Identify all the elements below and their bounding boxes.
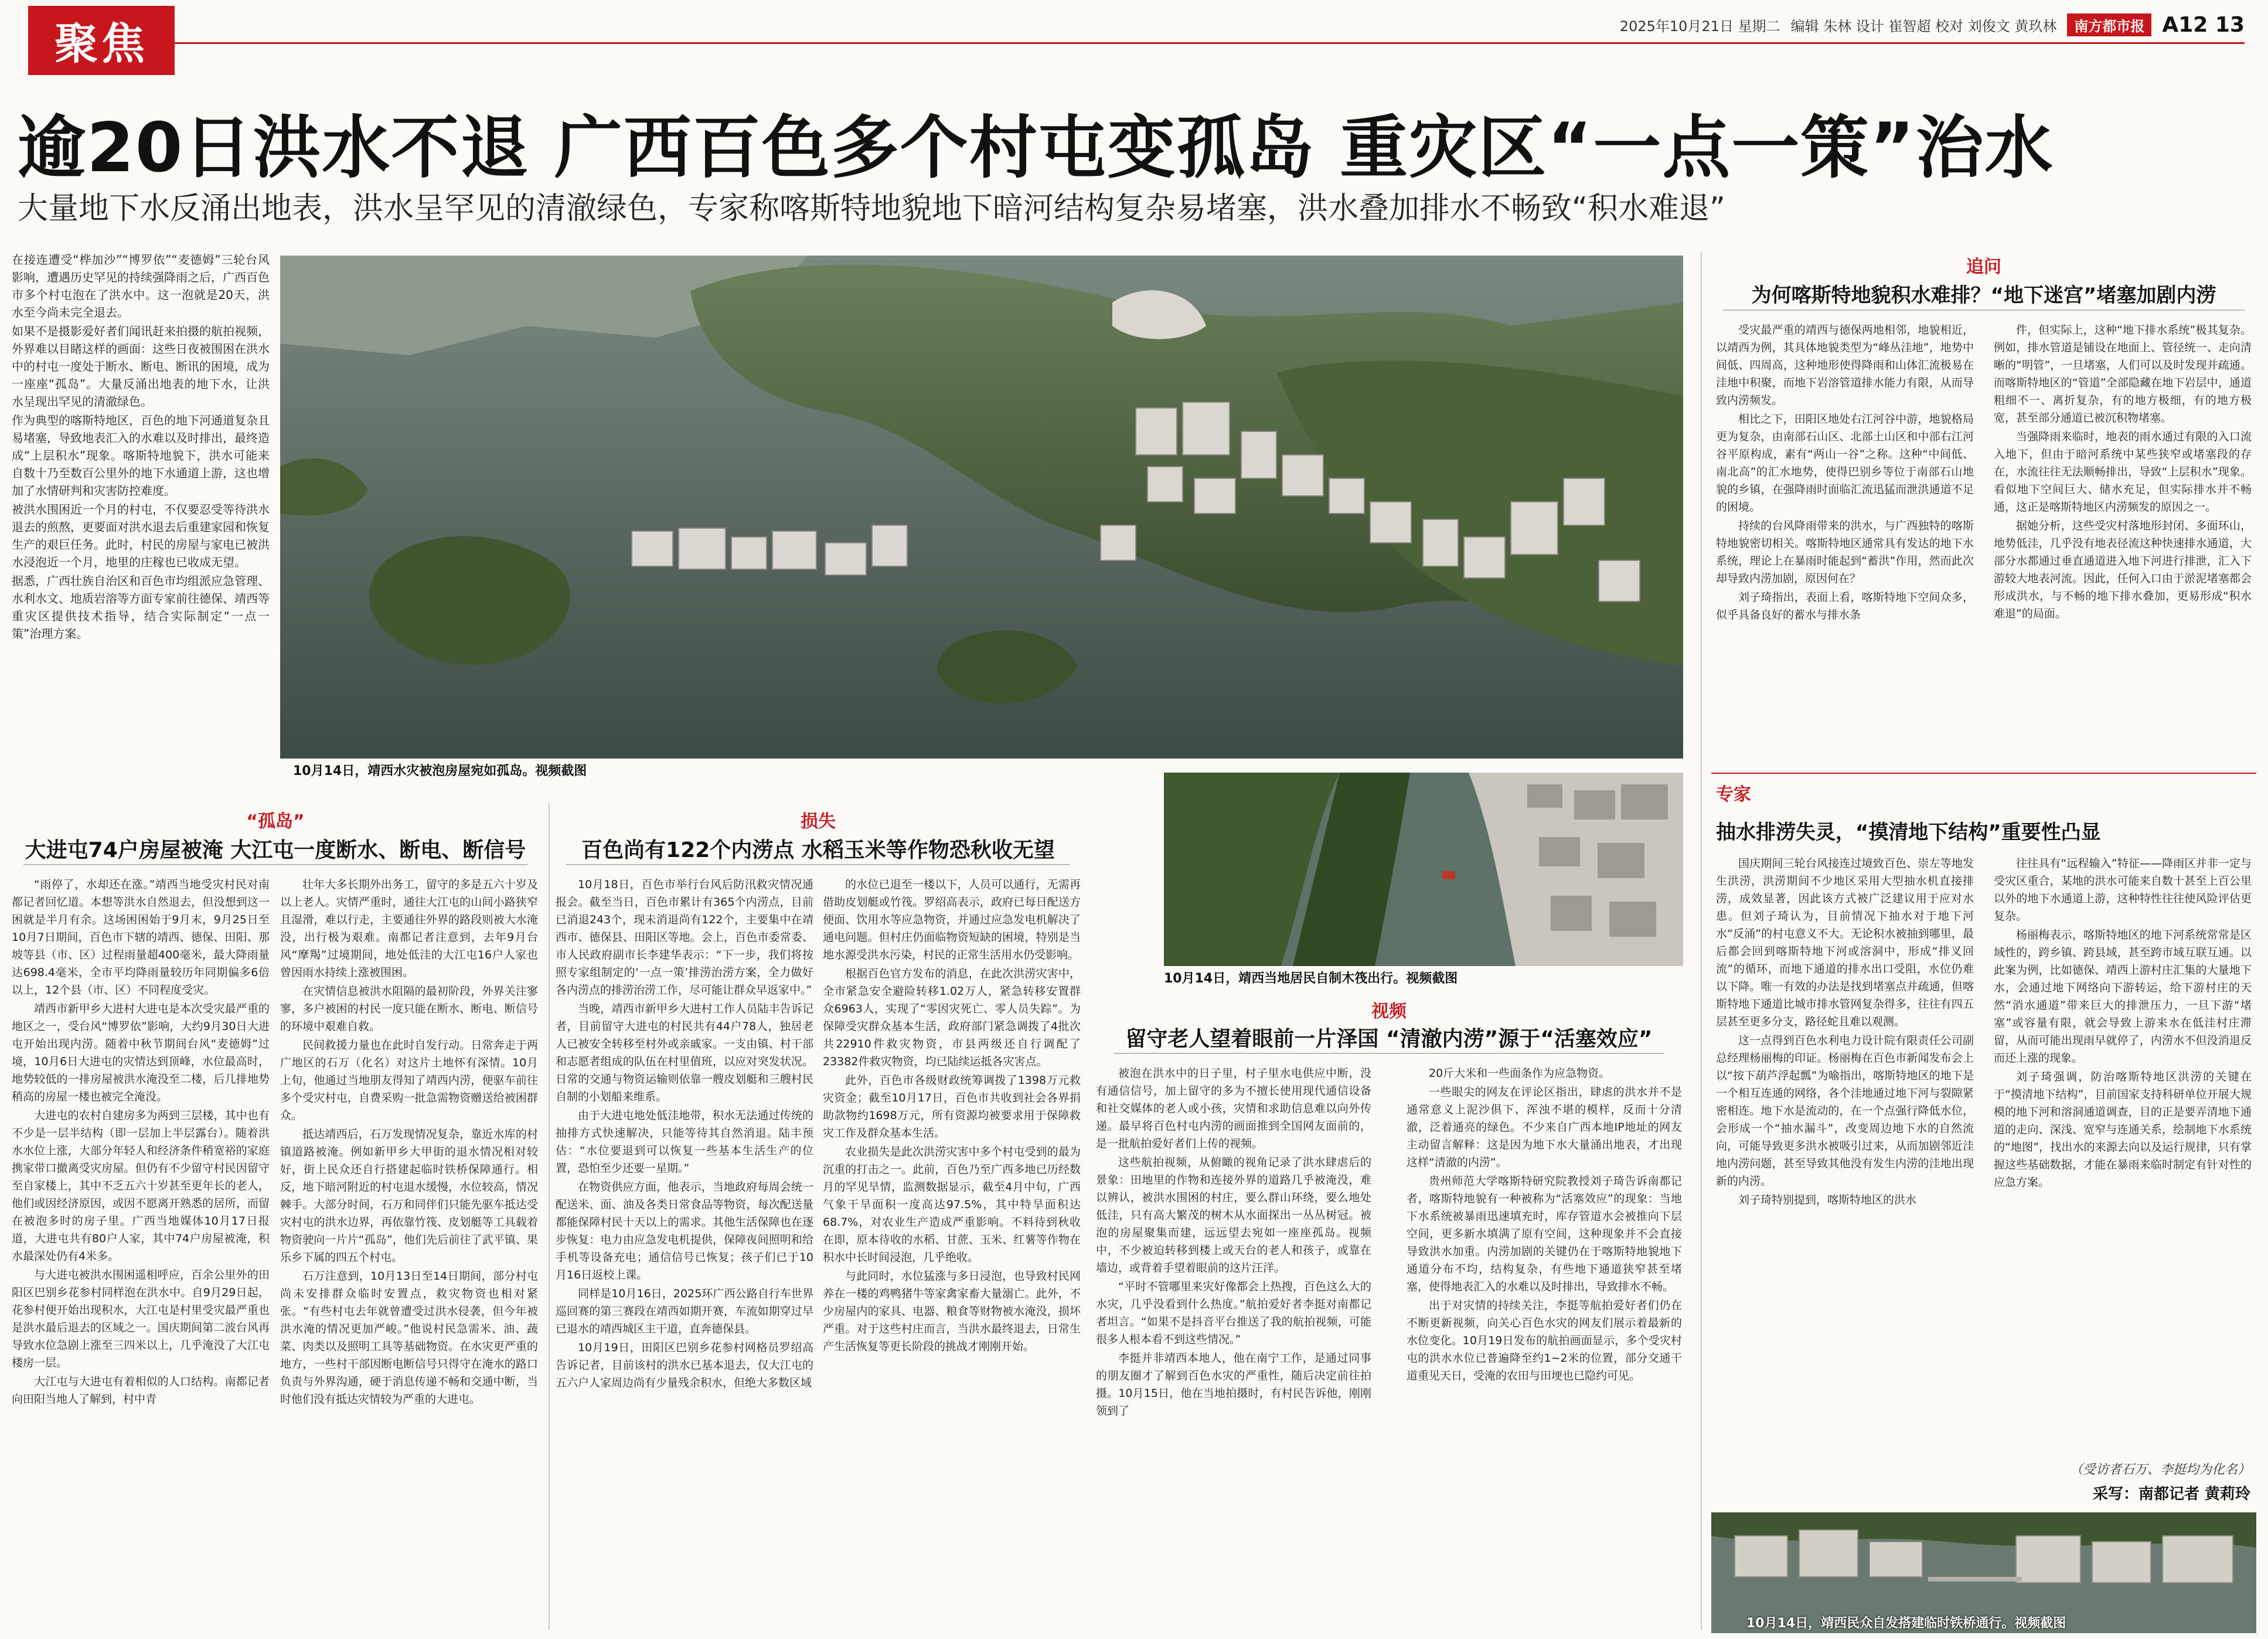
paragraph: “平时不管哪里来灾好像都会上热搜，百色这么大的水灾，几乎没看到什么热度。”航拍爱好者李挺对南都记者坦言。“如果不是抖音平台推送了我的航拍视频，可能很多人根本看不到这些情况。” (1096, 1280, 1371, 1346)
paragraph: 民间救援力量也在此时自发行动。日常奔走于两广地区的石万（化名）对这片土地怀有深情。10月上旬，他通过当地朋友得知了靖西内涝，便驱车前往多个受灾村屯，自费采购一批急需物资赠送给被困群众。 (280, 1039, 538, 1122)
bridge-photo-caption: 10月14日，靖西民众自发搭建临时铁桥通行。视频截图 (1746, 1616, 2066, 1631)
paragraph: 石万注意到，10月13日至14日期间，部分村屯尚未安排群众临时安置点，救灾物资也相对紧张。“有些村屯去年就曾遭受过洪水侵袭，但今年被洪水淹的情况更加严峻。”他说村民急需米、油、蔬菜、肉类以及照明工具等基础物资。在水灾更严重的地方，一些村干部因断电断信号只得守在淹水的路口负责与外界沟通，硬于消息传递不畅和交通中断，当时他们没有抵达灾情较为严重的大进屯。 (280, 1270, 538, 1406)
paragraph: 出于对灾情的持续关注，李挺等航拍爱好者们仍在不断更新视频，向关心百色水灾的网友们展示着最新的水位变化。10月19日发布的航拍画面显示，多个受灾村屯的洪水水位已普遍降至约1~2米的位置，部分交通干道重见天日，受淹的农田与田埂也已隐约可见。 (1407, 1299, 1682, 1382)
sidebar1-tag: 追问 (1966, 257, 2001, 277)
section1-title: 大进屯74户房屋被淹 大江屯一度断水、断电、断信号 (25, 838, 526, 862)
paragraph: 与大进屯被洪水围困遥相呼应，百余公里外的田阳区巴别乡花参村同样泡在洪水中。自9月29日起，花参村便开始出现积水，大江屯是村里受灾最严重也是洪水最后退去的区域之一。国庆期间第二波台风再导致水位急剧上涨至三四米以上，几乎淹没了大江屯楼房一层。 (12, 1269, 270, 1369)
paragraph: 10月18日，百色市举行台风后防汛救灾情况通报会。截至当日，百色市累计有365个内涝点，目前已消退243个，现未消退尚有122个，主要集中在靖西市、德保县、田阳区等地。会上，百色市委常委、市人民政府副市长李建华表示：“下一步，我们将按照专家组制定的‘一点一策’排涝治涝方案，全力做好各内涝点的排涝治涝工作，尽可能让群众早返家中。” (556, 878, 813, 997)
paragraph: 李挺并非靖西本地人，他在南宁工作，是通过同事的朋友圈才了解到百色水灾的严重性，随后决定前往拍摄。10月15日，他在当地拍摄时，有村民告诉他，刚刚领到了 (1096, 1352, 1371, 1417)
paragraph: 20斤大米和一些面条作为应急物资。 (1429, 1067, 1610, 1080)
sidebar2-tag: 专家 (1716, 784, 1751, 805)
sidebar2-column-a (1716, 855, 1974, 1488)
main-photo-caption: 10月14日，靖西水灾被泡房屋宛如孤岛。视频截图 (293, 764, 587, 778)
paragraph: 当晚，靖西市新甲乡大进村工作人员陆丰告诉记者，目前留守大进屯的村民共有44户78人，独居老人已被安全转移至村外或亲戚家。一支由镇、村干部和志愿者组成的队伍在村里值班，以应对突发状况。日常的交通与物资运输则依靠一艘皮划艇和三艘村民自制的小划船来维系。 (556, 1002, 813, 1103)
paragraph: 国庆期间三轮台风接连过境致百色、崇左等地发生洪涝，洪涝期间不少地区采用大型抽水机直接排涝，成效显著，因此该方式被广泛建议用于应对水患。但刘子琦认为，目前情况下抽水对于地下河水“反涌”的村屯意义不大。无论积水被抽到哪里，最后都会回到喀斯特地下河或溶洞中，形成“排叉回流”的循环，而地下通道的排水出口受阻，水位仍难以下降。唯一有效的办法是找到堵塞点并疏通，但喀斯特地下通道比城市排水管网复杂得多，往往有四五层甚至更多分支，路径蛇且难以观测。 (1716, 857, 1974, 1028)
raft-photo-caption: 10月14日，靖西当地居民自制木筏出行。视频截图 (1164, 971, 1458, 986)
paragraph: 作为典型的喀斯特地区，百色的地下河通道复杂且易堵塞，导致地表汇入的水难以及时排出，最终造成“上层积水”现象。喀斯特地貌下，洪水可能来自数十乃至数百公里外的地下水通道上游，这也增加了水情研判和灾害防控难度。 (12, 413, 270, 498)
paragraph: 刘子琦强调，防治喀斯特地区洪涝的关键在于“摸清地下结构”，目前国家支持科研单位开展大规模的地下河和溶洞通道调查，目的正是要弄清地下通道的走向、深浅、宽窄与连通关系，绘制地下水系统的“地图”，找出水的来源去向以及运行规律，只有掌握这些基础数据，才能在暴雨来临时制定有针对性的应急方案。 (1994, 1070, 2252, 1189)
sidebar2-top-rule (1711, 773, 2256, 774)
section1-column-b (280, 876, 538, 1638)
paragraph: 靖西市新甲乡大进村大进屯是本次受灾最严重的地区之一，受台风“博罗依”影响，大约9月30日大进屯开始出现内涝。随着中秋节期间台风“麦德姆”过境，10月6日大进屯的灾情达到顶峰，水位最高时，地势较低的一排房屋被洪水淹没至二楼，后几排地势稍高的房屋一楼也被完全淹没。 (12, 1002, 270, 1103)
sidebar1-column-b (1994, 321, 2252, 743)
raft-image (1164, 773, 1683, 966)
paragraph: 的水位已退至一楼以下，人员可以通行，无需再借助皮划艇或竹筏。罗绍高表示，政府已每日配送方便面、饮用水等应急物资，并通过应急发电机解决了通电问题。但村庄仍面临物资短缺的困境，特别是当地水源受洪水污染，村民的正常生活用水仍受影响。 (823, 878, 1081, 961)
paragraph: 农业损失是此次洪涝灾害中多个村屯受到的最为沉重的打击之一。此前，百色乃至广西多地已历经数月的罕见旱情，监测数据显示，截至4月中旬，广西气象干旱面积一度高达97.5%，其中特旱面积达68.7%，对农业生产造成严重影响。不料待到秋收在即，原本待收的水稻、甘蔗、玉米、红薯等作物在积水中长时间浸泡，几乎绝收。 (823, 1145, 1081, 1264)
paragraph: 与此同时，水位猛涨与多日浸泡，也导致村民网养在一楼的鸡鸭猪牛等家禽家畜大量溺亡。此外，不少房屋内的家具、电器、粮食等财物被水淹没，损坏严重。对于这些村庄而言，当洪水最终退去，日常生产生活恢复等更长阶段的挑战才刚刚开始。 (823, 1270, 1081, 1353)
paragraph: 一些眼尖的网友在评论区指出，肆虐的洪水并不是通常意义上泥沙俱下、浑浊不堪的模样，反而十分清澈，泛着通亮的绿色。不少来自广西本地IP地址的网友主动留言解释：这是因为地下水大量涌出地表，才出现这样“清澈的内涝”。 (1407, 1086, 1682, 1169)
section3-column-a (1096, 1065, 1371, 1633)
paragraph: 刘子琦特别提到，喀斯特地区的洪水 (1738, 1193, 1917, 1206)
section2-tag: 损失 (801, 811, 836, 832)
paragraph: 据她分析，这些受灾村落地形封闭、多面环山，地势低洼，几乎没有地表径流这种快速排水通道，大部分水都通过垂直通道进入地下河进行排泄，汇入下游较大地表河流。因此，任何入口由于淤泥堵塞都会形成洪水，与不畅的地下排水叠加，更易形成“积水难退”的局面。 (1994, 519, 2252, 620)
pseudonym-note: （受访者石万、李挺均为化名） (2069, 1463, 2250, 1477)
section3-column-b (1407, 1065, 1682, 1633)
section2-rule (566, 864, 1070, 865)
section3-rule (1113, 1053, 1664, 1054)
paragraph: 贵州师范大学喀斯特研究院教授刘子琦告诉南都记者，喀斯特地貌有一种被称为“活塞效应”的现象：当地下水系统被暴雨迅速填充时，库存管道水会被推向下层空间，更多新水填满了原有空间，这种现象并不会直接导致洪水加重。内涝加剧的关键仍在于喀斯特地貌地下通道分布不均，结构复杂，有些地下通道狭窄甚至堵塞，使得地表汇入的水难以及时排出，导致排水不畅。 (1407, 1175, 1682, 1293)
section1-rule (23, 864, 527, 865)
paragraph: 这些航拍视频，从俯瞰的视角记录了洪水肆虐后的景象：田地里的作物和连接外界的道路几乎被淹没，难以辨认，被洪水围困的村庄，要么群山环绕，要么地处低洼，只有高大繁茂的树木从水面探出一丛丛树冠。被泡的房屋聚集而建，远远望去宛如一座座孤岛。视频中，不少被迫转移到楼上或天台的老人和孩子，或靠在墙边，或背着手望着眼前的这片汪洋。 (1096, 1156, 1371, 1274)
paragraph: 往往具有“远程输入”特征——降雨区并非一定与受灾区重合，某地的洪水可能来自数十甚至上百公里以外的地下水通道上游，这种特性往往使风险评估更复杂。 (1994, 857, 2252, 923)
paragraph: 如果不是摄影爱好者们闻讯赶来拍摄的航拍视频，外界难以目睹这样的画面：这些日夜被围困在洪水中的村屯一度处于断水、断电、断讯的困境，成为一座座“孤岛”。大量反涌出地表的地下水，让洪水呈现出罕见的清澈绿色。 (12, 324, 270, 409)
section1-tag: “孤岛” (246, 811, 305, 832)
subhead: 大量地下水反涌出地表，洪水呈罕见的清澈绿色，专家称喀斯特地貌地下暗河结构复杂易堵塞，洪水叠加排水不畅致“积水难退” (18, 191, 1725, 226)
issue-date: 2025年10月21日 星期二 (1619, 18, 1780, 35)
paragraph: “雨停了，水却还在涨。”靖西当地受灾村民对南都记者回忆道。本想等洪水自然退去，但没想到这一困就是半月有余。这场困困始于9月末，9月25日至10月7日期间，百色市下辖的靖西、德保、田阳、那坡等县（市、区）过程雨量超400毫米，最大降雨量达698.4毫米，全市平均降雨量较历年同期偏多6倍以上，12个县（市、区）不同程度受灾。 (12, 878, 270, 997)
paragraph: 据悉，广西壮族自治区和百色市均组派应急管理、水利水文、地质岩溶等方面专家前往德保、靖西等重灾区提供技术指导，结合实际制定“一点一策”治理方案。 (12, 574, 270, 641)
flood-aerial-image (280, 256, 1683, 759)
section-tag: 聚焦 (28, 6, 175, 75)
brand-logo: 南方都市报 (2067, 13, 2151, 36)
section3-title: 留守老人望着眼前一片泽国 “清澈内涝”源于“活塞效应” (1125, 1027, 1653, 1051)
paragraph: 此外，百色市各级财政统筹调拨了1398万元救灾资金；截至10月17日，百色市共收到社会各界捐助款物约1698万元，所有资源均被要求用于保障救灾工作及群众基本生活。 (823, 1074, 1081, 1140)
paragraph: 大江屯与大进屯有着相似的人口结构。南都记者向田阳当地人了解到，村中青 (12, 1375, 270, 1406)
reporter-byline: 采写：南都记者 黄莉玲 (2092, 1485, 2250, 1503)
lede-column (12, 251, 270, 767)
paragraph: 壮年大多长期外出务工，留守的多是五六十岁及以上老人。灾情严重时，通往大江屯的山间小路狭窄且湿滑，难以行走，主要通往外界的路段则被大水淹没，出行极为艰难。南都记者注意到，去年9月台风“摩羯”过境期间，地处低洼的大江屯16户人家也曾因雨水持续上涨被围困。 (280, 878, 538, 979)
paragraph: 同样是10月16日，2025环广西公路自行车世界巡回赛的第三赛段在靖西如期开赛，车流如期穿过早已退水的靖西城区主干道，直奔德保县。 (556, 1287, 813, 1335)
headline: 逾20日洪水不退 广西百色多个村屯变孤岛 重灾区“一点一策”治水 (18, 108, 2054, 188)
section3-tag: 视频 (1371, 1001, 1407, 1022)
sidebar2-title: 抽水排涝失灵，“摸清地下结构”重要性凸显 (1716, 821, 2101, 844)
paragraph: 刘子琦指出，表面上看，喀斯特地下空间众多，似乎具备良好的蓄水与排水条 (1716, 591, 1974, 621)
paragraph: 受灾最严重的靖西与德保两地相邻，地貌相近，以靖西为例，其具体地貌类型为“峰丛洼地”，地势中间低、四周高，这种地形使得降雨和山体汇流极易在洼地中积聚，而地下岩溶管道排水能力有限，从而导致内涝频发。 (1716, 324, 1974, 407)
page-number: A12 13 (2162, 12, 2245, 37)
paragraph: 大进屯的农村自建房多为两到三层楼，其中也有不少是一层半结构（即一层加上半层露台）。随着洪水水位上涨，大部分年轻人和经济条件稍宽裕的家庭携家带口撤离受灾房屋。但仍有不少留守村民因留守至自家楼上，其中不乏五六十岁甚至更年长的老人，他们或因经济原因，或因不愿离开熟悉的居所，而留在被泡多时的房子里。广西当地媒体10月17日报道，大进屯共有80户人家，其中74户房屋被淹，积水最深处仍有4米多。 (12, 1109, 270, 1263)
paragraph: 10月19日，田阳区巴别乡花参村网格员罗绍高告诉记者，目前该村的洪水已基本退去，仅大江屯的五六户人家周边尚有少量残余积水，但绝大多数区域 (556, 1341, 813, 1389)
page-meta (1620, 11, 2245, 39)
paragraph: 持续的台风降雨带来的洪水，与广西独特的喀斯特地貌密切相关。喀斯特地区通常具有发达的地下水系统，理论上在暴雨时能起到“蓄洪”作用，然而此次却导致内涝加剧，原因何在？ (1716, 519, 1974, 585)
paragraph: 由于大进屯地处低洼地带，积水无法通过传统的抽排方式快速解决，只能等待其自然消退。陆丰预估：“水位要退到可以恢复一些基本生活生产的位置，恐怕至少还要一星期。” (556, 1109, 813, 1175)
paragraph: 相比之下，田阳区地处右江河谷中游，地貌格局更为复杂，由南部石山区、北部土山区和中部右江河谷平原构成，素有“两山一谷”之称。这种“中间低、南北高”的汇水地势，使得巴别乡等位于南部石山地貌的乡镇，在强降雨时面临汇流迅猛而泄洪通道不足的困境。 (1716, 413, 1974, 514)
sidebar1-title: 为何喀斯特地貌积水难排？“地下迷宫”堵塞加剧内涝 (1751, 284, 2216, 307)
paragraph: 件，但实际上，这种“地下排水系统”极其复杂。例如，排水管道是铺设在地面上、管径统一、走向清晰的“明管”，一旦堵塞，人们可以及时发现并疏通。而喀斯特地区的“管道”全部隐藏在地下岩层中，通道粗细不一、离折复杂，有的地方极细，有的地方极宽，甚至部分通道已被沉积物堵塞。 (1994, 324, 2252, 424)
paragraph: 在灾情信息被洪水阻隔的最初阶段，外界关注寥寥，多户被困的村民一度只能在断水、断电、断信号的环境中艰难自救。 (280, 985, 538, 1033)
paragraph: 在接连遭受“桦加沙”“博罗依”“麦德姆”三轮台风影响，遭遇历史罕见的持续强降雨之后，广西百色市多个村屯泡在了洪水中。这一泡就是20天，洪水至今尚未完全退去。 (12, 253, 270, 319)
raft-photo (1164, 773, 1683, 966)
sidebar1-column-a (1716, 321, 1974, 743)
paragraph: 被泡在洪水中的日子里，村子里水电供应中断，没有通信信号，加上留守的多为不擅长使用现代通信设备和社交媒体的老人或小孩，灾情和求助信息难以向外传递。最早将百色村屯内涝的画面推到全国网友面前的，是一批航拍爱好者们上传的视频。 (1096, 1067, 1371, 1150)
paragraph: 当强降雨来临时，地表的雨水通过有限的入口流入地下，但由于暗河系统中某些狭窄或堵塞段的存在，水流往往无法顺畅排出，导致“上层积水”现象。看似地下空间巨大、储水充足，但实际排水并不畅通，这正是喀斯特地区内涝频发的原因之一。 (1994, 430, 2252, 514)
paragraph: 在物资供应方面，他表示，当地政府每周会统一配送米、面、油及各类日常食品等物资，每次配送量都能保障村民十天以上的需求。其他生活保障也在逐步恢复：电力由应急发电机提供，保障夜间照明和给手机等设备充电；通信信号已恢复；孩子们已于10月16日返校上课。 (556, 1181, 813, 1281)
header-rule (175, 42, 2245, 44)
paragraph: 抵达靖西后，石万发现情况复杂，靠近水库的村镇道路被淹。例如新甲乡大甲街的退水情况相对较好，街上民众还自行搭建起临时铁桥保障通行。相反，地下暗河附近的村屯退水缓慢，水位较高，情况棘手。大部分时间，石万和同伴们只能先驱车抵达受灾村屯的洪水边界，再依靠竹筏、皮划艇等工具载着物资驶向一片片“孤岛”，他们先后前往了武平镇、果乐乡下属的四五个村屯。 (280, 1128, 538, 1264)
section2-column-b (823, 876, 1081, 1638)
main-photo (280, 256, 1683, 759)
staff-credits: 编辑 朱林 设计 崔智超 校对 刘俊文 黄玖林 (1790, 18, 2057, 35)
divider-2 (1701, 252, 1702, 1630)
sidebar1-rule (1723, 310, 2245, 311)
paragraph: 根据百色官方发布的消息，在此次洪涝灾害中，全市紧急安全避险转移1.02万人，紧急转移安置群众6963人，实现了“零因灾死亡、零人员失踪”。为保障受灾群众基本生活，政府部门紧急调拨了4批次共22910件救灾物资，市县两级还自行调配了23382件救灾物资，均已陆续运抵各灾害点。 (823, 967, 1081, 1068)
paragraph: 这一点得到百色水利电力设计院有限责任公司副总经理杨丽梅的印证。杨丽梅在百色市新闻发布会上以“按下葫芦浮起瓢”为喻指出，喀斯特地区的地下是一个相互连通的网络，各个洼地通过地下河与裂隙紧密相连。地下水是流动的，在一个点强行降低水位，会形成一个“抽水漏斗”，改变周边地下水的自然流向，可能导致更多洪水被吸引过来，从而加剧邻近洼地内涝问题，甚至导致其他没有发生内涝的洼地出现新的内涝。 (1716, 1034, 1974, 1188)
divider-1 (549, 803, 550, 1630)
paragraph: 被洪水围困近一个月的村屯，不仅要忍受等待洪水退去的煎熬，更要面对洪水退去后重建家园和恢复生产的艰巨任务。此时，村民的房屋与家电已被洪水浸泡近一个月，地里的庄稼也已收成无望。 (12, 502, 270, 569)
sidebar2-column-b (1994, 855, 2252, 1453)
section2-title: 百色尚有122个内涝点 水稻玉米等作物恐秋收无望 (581, 838, 1055, 862)
paragraph: 杨丽梅表示，喀斯特地区的地下河系统常常是区域性的，跨乡镇、跨县域，甚至跨市域互联互通。以此案为例，比如德保、靖西上游村庄汇集的大量地下水，会通过地下网络向下游转运，给下游村庄的天然“消水通道”带来巨大的排泄压力，一旦下游“堵塞”或容量有限，就会导致上游来水在低洼村庄滞留，从而可能出现雨早就停了，内涝水不但没消退反而还上涨的现象。 (1994, 929, 2252, 1065)
section1-column-a (12, 876, 270, 1638)
section2-column-a (556, 876, 813, 1638)
